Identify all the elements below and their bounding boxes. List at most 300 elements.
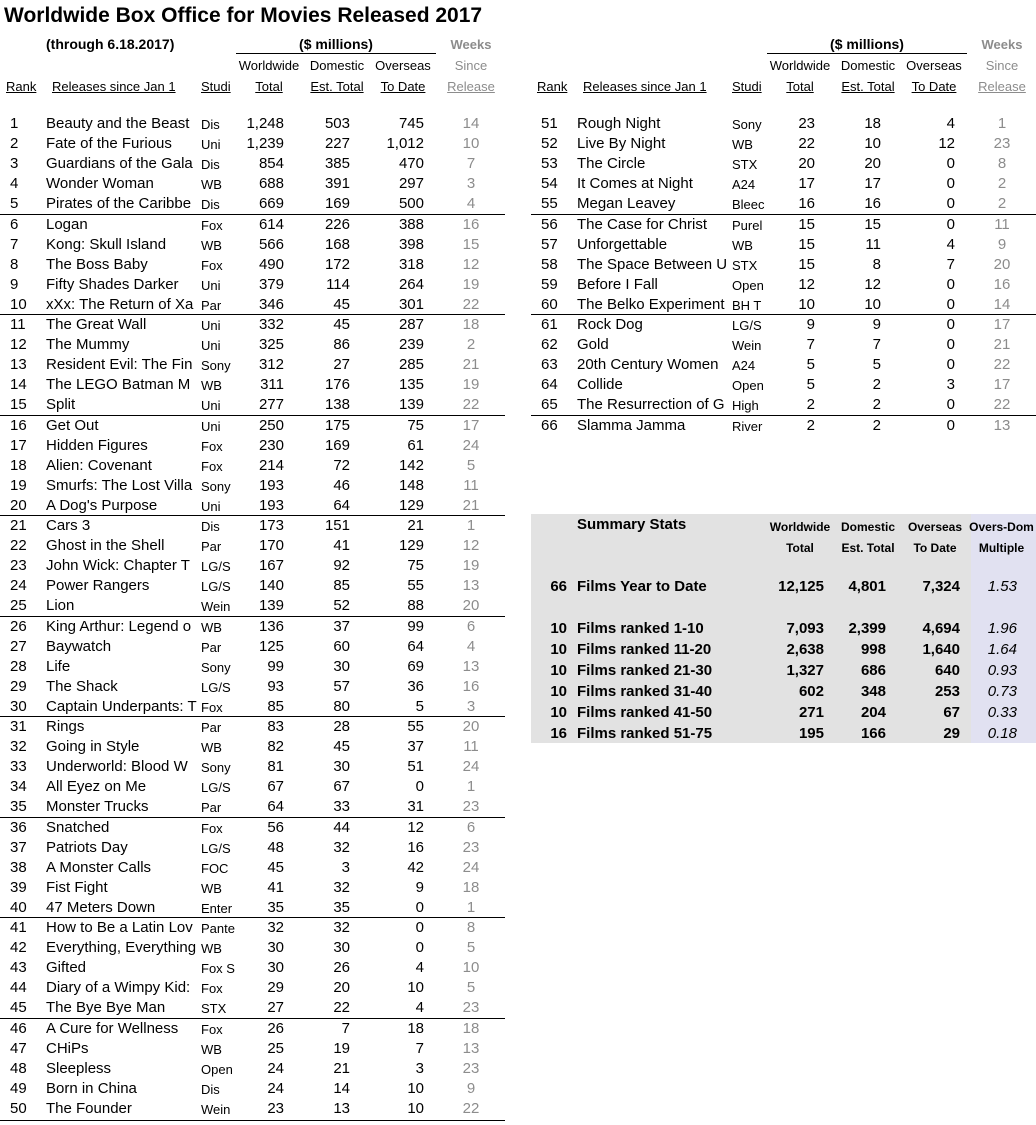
- header-worldwide: Worldwide: [238, 58, 300, 73]
- studio-cell: LG/S: [732, 318, 762, 333]
- page-subtitle: (through 6.18.2017): [46, 36, 175, 52]
- header-weeks: Weeks: [450, 37, 492, 52]
- rank-cell: 1: [10, 115, 19, 132]
- worldwide-cell: 2: [806, 416, 815, 434]
- worldwide-cell: 277: [258, 396, 284, 414]
- overseas-cell: 0: [415, 778, 424, 796]
- rank-cell: 53: [541, 155, 558, 173]
- rank-cell: 25: [10, 597, 27, 615]
- worldwide-cell: 23: [267, 1099, 284, 1117]
- summary-multiple: 1.96: [987, 620, 1017, 637]
- worldwide-cell: 24: [267, 1059, 284, 1077]
- rank-cell: 63: [541, 356, 558, 374]
- domestic-cell: 385: [324, 155, 350, 173]
- title-cell: The Shack: [46, 677, 118, 695]
- overseas-cell: 0: [415, 898, 424, 916]
- studio-cell: Pante: [201, 921, 235, 936]
- header-est-total-right: Est. Total: [841, 79, 895, 94]
- title-cell: John Wick: Chapter T: [46, 557, 190, 575]
- summary-multiple: 0.93: [987, 662, 1017, 679]
- weeks-cell: 22: [462, 295, 480, 313]
- weeks-cell: 12: [462, 255, 480, 273]
- domestic-cell: 72: [333, 456, 350, 474]
- header-releases-right: Releases since Jan 1: [583, 79, 707, 94]
- summary-count: 10: [550, 641, 567, 658]
- weeks-cell: 23: [462, 1059, 480, 1077]
- title-cell: Baywatch: [46, 637, 112, 655]
- summary-col-overseas: Overseas: [907, 520, 963, 534]
- weeks-cell: 21: [993, 336, 1011, 354]
- overseas-cell: 12: [938, 135, 955, 153]
- overseas-cell: 297: [398, 175, 424, 193]
- summary-col-multiple: Overs-Dom: [969, 520, 1034, 534]
- title-cell: Split: [46, 396, 76, 414]
- worldwide-cell: 23: [798, 115, 815, 132]
- overseas-cell: 31: [407, 798, 424, 816]
- worldwide-cell: 30: [267, 959, 284, 977]
- worldwide-cell: 17: [798, 175, 815, 193]
- overseas-cell: 0: [946, 416, 955, 434]
- weeks-cell: 20: [462, 597, 480, 615]
- weeks-cell: 23: [462, 999, 480, 1017]
- title-cell: Rough Night: [577, 115, 661, 132]
- weeks-cell: 11: [463, 738, 479, 756]
- overseas-cell: 264: [398, 275, 424, 293]
- title-cell: The Belko Experiment: [577, 295, 725, 313]
- studio-cell: LG/S: [201, 559, 231, 575]
- rank-cell: 57: [541, 235, 558, 253]
- title-cell: The Founder: [46, 1099, 132, 1117]
- domestic-cell: 172: [324, 255, 350, 273]
- rank-cell: 34: [10, 778, 27, 796]
- weeks-cell: 17: [462, 416, 480, 434]
- weeks-cell: 21: [462, 496, 480, 514]
- weeks-cell: 18: [462, 316, 480, 333]
- summary-label: Films ranked 11-20: [577, 641, 712, 658]
- rank-cell: 45: [10, 999, 27, 1017]
- weeks-cell: 13: [993, 416, 1011, 434]
- title-cell: Kong: Skull Island: [46, 235, 167, 253]
- overseas-cell: 135: [398, 376, 424, 394]
- weeks-cell: 13: [462, 577, 480, 595]
- weeks-cell: 13: [462, 657, 480, 675]
- summary-multiple: 1.53: [987, 578, 1017, 595]
- overseas-cell: 16: [407, 838, 424, 856]
- overseas-cell: 129: [398, 496, 424, 514]
- overseas-cell: 64: [407, 637, 424, 655]
- rank-cell: 7: [10, 235, 19, 253]
- summary-domestic: 204: [860, 704, 886, 721]
- overseas-cell: 9: [415, 878, 424, 896]
- weeks-cell: 6: [466, 818, 476, 836]
- weeks-cell: 19: [462, 275, 480, 293]
- title-cell: The Circle: [577, 155, 646, 173]
- worldwide-cell: 311: [260, 376, 284, 394]
- weeks-cell: 5: [466, 939, 476, 957]
- worldwide-cell: 81: [267, 758, 284, 776]
- worldwide-cell: 48: [267, 838, 284, 856]
- domestic-cell: 30: [333, 758, 350, 776]
- domestic-cell: 12: [864, 275, 881, 293]
- header-domestic-right: Domestic: [840, 58, 896, 73]
- title-cell: 47 Meters Down: [46, 898, 156, 916]
- table-bottom-rule: [0, 1120, 505, 1121]
- summary-multiple: 1.64: [987, 641, 1017, 658]
- overseas-cell: 4: [946, 115, 955, 132]
- summary-label: Films Year to Date: [577, 578, 707, 595]
- domestic-cell: 8: [872, 255, 881, 273]
- studio-cell: WB: [201, 1041, 222, 1057]
- overseas-cell: 0: [415, 919, 424, 936]
- domestic-cell: 3: [341, 858, 350, 876]
- worldwide-cell: 854: [258, 155, 284, 173]
- weeks-cell: 18: [462, 1019, 480, 1037]
- title-cell: It Comes at Night: [577, 175, 693, 193]
- worldwide-cell: 25: [267, 1039, 284, 1057]
- studio-cell: Fox: [201, 458, 223, 474]
- domestic-cell: 7: [872, 336, 881, 354]
- studio-cell: Dis: [201, 117, 220, 132]
- rank-cell: 27: [10, 637, 27, 655]
- domestic-cell: 2: [872, 396, 881, 414]
- worldwide-cell: 20: [798, 155, 815, 173]
- header-release: Release: [447, 79, 495, 94]
- domestic-cell: 175: [324, 416, 350, 434]
- studio-cell: WB: [201, 378, 222, 394]
- title-cell: The LEGO Batman M: [46, 376, 191, 394]
- summary-worldwide: 7,093: [786, 620, 824, 637]
- worldwide-cell: 5: [806, 376, 815, 394]
- summary-domestic: 166: [860, 725, 886, 742]
- worldwide-cell: 29: [267, 979, 284, 997]
- worldwide-cell: 1,248: [246, 115, 284, 132]
- weeks-cell: 17: [993, 376, 1011, 394]
- studio-cell: WB: [201, 880, 222, 896]
- rank-cell: 32: [10, 738, 27, 756]
- worldwide-cell: 9: [806, 316, 815, 333]
- rank-cell: 37: [10, 838, 27, 856]
- header-rank: Rank: [6, 79, 37, 94]
- domestic-cell: 19: [333, 1039, 350, 1057]
- overseas-cell: 69: [407, 657, 424, 675]
- domestic-cell: 45: [333, 738, 350, 756]
- title-cell: The Resurrection of G: [577, 396, 725, 414]
- studio-cell: Fox: [201, 1021, 223, 1037]
- overseas-cell: 0: [946, 336, 955, 354]
- header-studio: Studi: [201, 79, 231, 94]
- domestic-cell: 227: [324, 135, 350, 153]
- studio-cell: STX: [201, 1001, 227, 1017]
- overseas-cell: 0: [946, 356, 955, 374]
- overseas-cell: 0: [946, 175, 955, 193]
- title-cell: Pirates of the Caribbe: [46, 195, 192, 213]
- summary-overseas: 253: [934, 683, 960, 700]
- rank-cell: 8: [10, 255, 19, 273]
- weeks-cell: 15: [462, 235, 480, 253]
- overseas-cell: 0: [946, 316, 955, 333]
- title-cell: 20th Century Women: [577, 356, 719, 374]
- rank-cell: 14: [10, 376, 27, 394]
- worldwide-cell: 193: [258, 476, 284, 494]
- domestic-cell: 15: [864, 215, 881, 233]
- rank-cell: 23: [10, 557, 27, 575]
- summary-overseas: 67: [943, 704, 960, 721]
- studio-cell: Fox: [201, 438, 223, 454]
- rank-cell: 22: [10, 537, 27, 555]
- title-cell: Before I Fall: [577, 275, 658, 293]
- weeks-cell: 1: [466, 898, 476, 916]
- header-worldwide-right: Worldwide: [769, 58, 831, 73]
- studio-cell: Purel: [732, 217, 763, 233]
- title-cell: King Arthur: Legend o: [46, 617, 192, 635]
- overseas-cell: 239: [398, 336, 424, 354]
- rank-cell: 20: [10, 496, 27, 514]
- summary-label: Films ranked 41-50: [577, 704, 713, 721]
- rank-cell: 54: [541, 175, 558, 193]
- summary-overseas: 7,324: [922, 578, 960, 595]
- title-cell: Life: [46, 657, 71, 675]
- summary-overseas: 29: [943, 725, 960, 742]
- rank-cell: 24: [10, 577, 27, 595]
- studio-cell: Par: [201, 297, 222, 313]
- header-weeks-right: Weeks: [981, 37, 1023, 52]
- rank-cell: 28: [10, 657, 27, 675]
- overseas-cell: 398: [398, 235, 424, 253]
- studio-cell: BH T: [732, 297, 762, 313]
- studio-cell: Open: [732, 378, 764, 394]
- header-to-date: To Date: [380, 79, 426, 94]
- domestic-cell: 32: [333, 878, 350, 896]
- worldwide-cell: 64: [267, 798, 284, 816]
- title-cell: A Monster Calls: [46, 858, 152, 876]
- worldwide-cell: 10: [798, 295, 815, 313]
- domestic-cell: 20: [864, 155, 881, 173]
- studio-cell: Fox: [201, 820, 223, 836]
- worldwide-cell: 1,239: [246, 135, 284, 153]
- studio-cell: Par: [201, 720, 222, 735]
- title-cell: Diary of a Wimpy Kid:: [46, 979, 191, 997]
- rank-cell: 6: [10, 215, 19, 233]
- studio-cell: Par: [201, 639, 222, 655]
- overseas-cell: 4: [415, 959, 424, 977]
- weeks-cell: 8: [466, 919, 476, 936]
- weeks-cell: 8: [997, 155, 1007, 173]
- worldwide-cell: 136: [258, 617, 284, 635]
- domestic-cell: 18: [864, 115, 881, 132]
- summary-col-overseas-2: To Date: [913, 541, 957, 555]
- overseas-cell: 55: [407, 577, 424, 595]
- weeks-cell: 13: [462, 1039, 480, 1057]
- overseas-cell: 388: [398, 215, 424, 233]
- domestic-cell: 226: [324, 215, 350, 233]
- worldwide-cell: 332: [258, 316, 284, 333]
- domestic-cell: 30: [333, 939, 350, 957]
- weeks-cell: 1: [997, 115, 1007, 132]
- worldwide-cell: 16: [798, 195, 815, 213]
- worldwide-cell: 140: [258, 577, 284, 595]
- domestic-cell: 46: [333, 476, 350, 494]
- title-cell: Patriots Day: [46, 838, 128, 856]
- worldwide-cell: 125: [258, 637, 284, 655]
- weeks-cell: 21: [462, 356, 480, 374]
- domestic-cell: 26: [333, 959, 350, 977]
- summary-count: 66: [550, 578, 567, 595]
- title-cell: Underworld: Blood W: [46, 758, 188, 776]
- studio-cell: WB: [732, 137, 753, 153]
- studio-cell: Fox: [201, 699, 223, 715]
- rank-cell: 36: [10, 818, 27, 836]
- title-cell: Snatched: [46, 818, 110, 836]
- studio-cell: Bleec: [732, 197, 765, 213]
- worldwide-cell: 83: [267, 718, 284, 735]
- studio-cell: Dis: [201, 1081, 220, 1097]
- weeks-cell: 23: [993, 135, 1011, 153]
- title-cell: Live By Night: [577, 135, 666, 153]
- title-cell: Gold: [577, 336, 609, 354]
- summary-domestic: 2,399: [848, 620, 886, 637]
- title-cell: Alien: Covenant: [46, 456, 152, 474]
- studio-cell: A24: [732, 177, 756, 193]
- worldwide-cell: 82: [267, 738, 284, 756]
- rank-cell: 26: [10, 617, 27, 635]
- worldwide-cell: 85: [267, 697, 284, 715]
- rank-cell: 18: [10, 456, 27, 474]
- rank-cell: 65: [541, 396, 558, 414]
- worldwide-cell: 230: [258, 436, 284, 454]
- title-cell: Monster Trucks: [46, 798, 149, 816]
- rank-cell: 61: [541, 316, 558, 333]
- title-cell: Wonder Woman: [46, 175, 154, 193]
- overseas-cell: 3: [415, 1059, 424, 1077]
- overseas-cell: 148: [398, 476, 424, 494]
- domestic-cell: 44: [333, 818, 350, 836]
- studio-cell: Sony: [732, 117, 762, 132]
- domestic-cell: 64: [333, 496, 350, 514]
- title-cell: A Cure for Wellness: [46, 1019, 179, 1037]
- header-to-date-right: To Date: [911, 79, 957, 94]
- header-overseas-right: Overseas: [906, 58, 962, 73]
- rank-cell: 29: [10, 677, 27, 695]
- title-cell: The Bye Bye Man: [46, 999, 166, 1017]
- weeks-cell: 4: [466, 195, 476, 213]
- studio-cell: LG/S: [201, 840, 231, 856]
- weeks-cell: 2: [997, 175, 1007, 193]
- worldwide-cell: 325: [258, 336, 284, 354]
- overseas-cell: 142: [398, 456, 424, 474]
- domestic-cell: 57: [333, 677, 350, 695]
- worldwide-cell: 12: [798, 275, 815, 293]
- domestic-cell: 35: [333, 898, 350, 916]
- rank-cell: 47: [10, 1039, 27, 1057]
- weeks-cell: 14: [993, 295, 1011, 313]
- rank-cell: 19: [10, 476, 27, 494]
- rank-cell: 3: [10, 155, 19, 173]
- overseas-cell: 745: [398, 115, 424, 132]
- title-cell: Going in Style: [46, 738, 140, 756]
- title-cell: The Mummy: [46, 336, 130, 354]
- weeks-cell: 22: [993, 396, 1011, 414]
- overseas-cell: 10: [407, 1079, 424, 1097]
- header-domestic: Domestic: [309, 58, 365, 73]
- summary-count: 10: [550, 683, 567, 700]
- studio-cell: Sony: [201, 760, 231, 776]
- studio-cell: LG/S: [201, 780, 231, 796]
- studio-cell: Dis: [201, 519, 220, 534]
- domestic-cell: 114: [326, 275, 350, 293]
- studio-cell: STX: [732, 157, 758, 173]
- weeks-cell: 22: [462, 1099, 480, 1117]
- rank-cell: 43: [10, 959, 27, 977]
- weeks-cell: 19: [462, 557, 480, 575]
- rank-cell: 31: [10, 718, 27, 735]
- worldwide-cell: 22: [798, 135, 815, 153]
- rank-cell: 59: [541, 275, 558, 293]
- worldwide-cell: 490: [258, 255, 284, 273]
- title-cell: How to Be a Latin Lov: [46, 919, 193, 936]
- title-cell: xXx: The Return of Xa: [46, 295, 194, 313]
- worldwide-cell: 15: [798, 235, 815, 253]
- overseas-cell: 0: [946, 215, 955, 233]
- domestic-cell: 13: [333, 1099, 350, 1117]
- header-studio-right: Studi: [732, 79, 762, 94]
- domestic-cell: 14: [333, 1079, 350, 1097]
- title-cell: Rings: [46, 718, 85, 735]
- overseas-cell: 3: [946, 376, 955, 394]
- overseas-cell: 75: [407, 557, 424, 575]
- studio-cell: Enter: [201, 900, 233, 916]
- summary-col-multiple-2: Multiple: [978, 541, 1025, 555]
- title-cell: Megan Leavey: [577, 195, 676, 213]
- weeks-cell: 12: [462, 537, 480, 555]
- title-cell: The Case for Christ: [577, 215, 708, 233]
- worldwide-cell: 24: [267, 1079, 284, 1097]
- summary-multiple: 0.73: [987, 683, 1017, 700]
- title-cell: The Great Wall: [46, 316, 147, 333]
- domestic-cell: 60: [333, 637, 350, 655]
- header-rank-right: Rank: [537, 79, 568, 94]
- studio-cell: High: [732, 398, 759, 414]
- studio-cell: Uni: [201, 277, 221, 293]
- rank-cell: 66: [541, 416, 558, 434]
- weeks-cell: 2: [466, 336, 476, 354]
- title-cell: Rock Dog: [577, 316, 643, 333]
- header-rule: [236, 53, 436, 54]
- worldwide-cell: 669: [258, 195, 284, 213]
- overseas-cell: 470: [398, 155, 424, 173]
- weeks-cell: 1: [466, 517, 476, 534]
- studio-cell: Dis: [201, 197, 220, 213]
- rank-cell: 9: [10, 275, 19, 293]
- domestic-cell: 27: [333, 356, 350, 374]
- title-cell: Cars 3: [46, 517, 91, 534]
- worldwide-cell: 32: [267, 919, 284, 936]
- studio-cell: Uni: [201, 338, 221, 354]
- overseas-cell: 139: [398, 396, 424, 414]
- weeks-cell: 3: [466, 175, 476, 193]
- studio-cell: Uni: [201, 418, 221, 434]
- domestic-cell: 503: [324, 115, 350, 132]
- summary-worldwide: 602: [798, 683, 824, 700]
- header-release-right: Release: [978, 79, 1026, 94]
- overseas-cell: 5: [415, 697, 424, 715]
- rank-cell: 62: [541, 336, 558, 354]
- summary-domestic: 686: [860, 662, 886, 679]
- summary-count: 16: [550, 725, 567, 742]
- rank-cell: 16: [10, 416, 27, 434]
- studio-cell: Uni: [201, 498, 221, 514]
- domestic-cell: 32: [333, 919, 350, 936]
- weeks-cell: 10: [462, 959, 480, 977]
